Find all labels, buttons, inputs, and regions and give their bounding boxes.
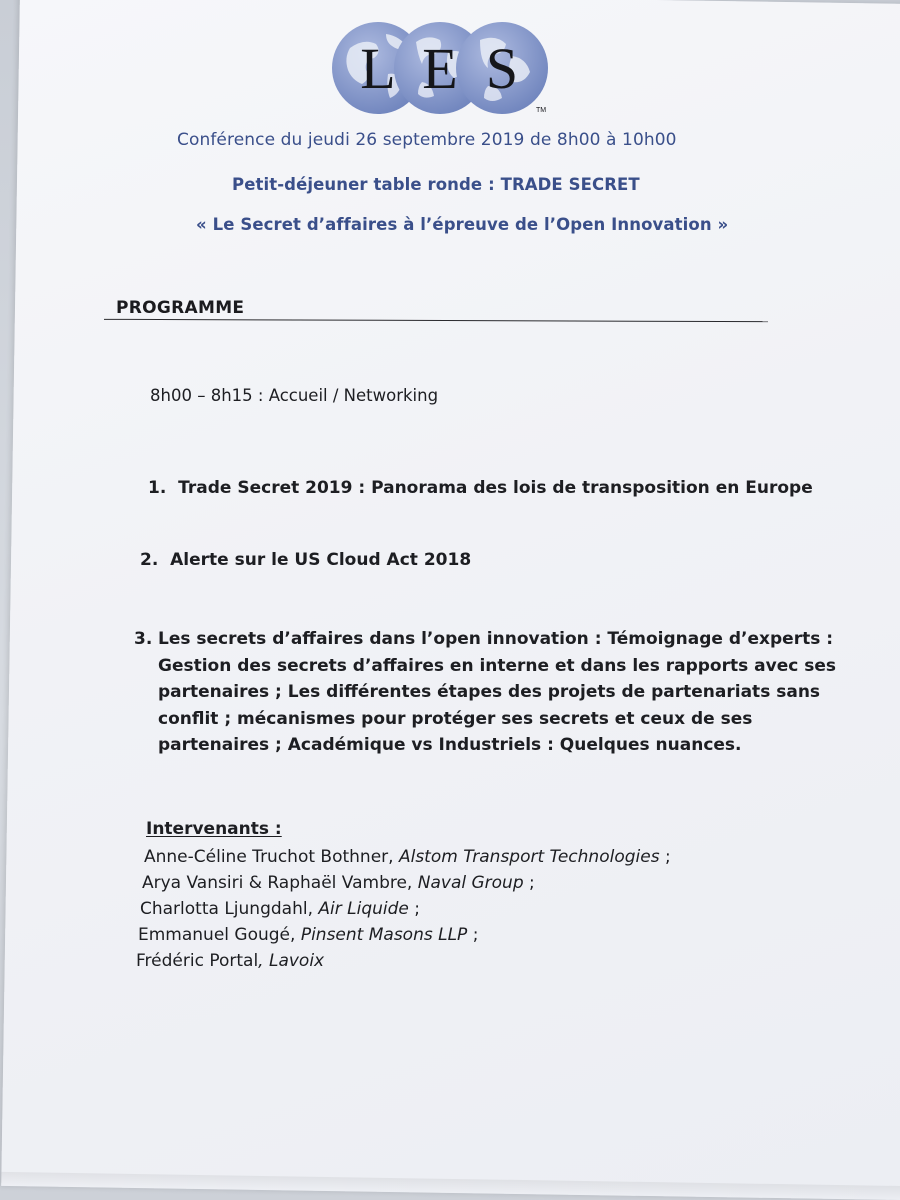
speaker-organization: Naval Group [417,873,524,893]
speaker-separator: ; [523,873,535,893]
speakers-section [136,816,671,974]
programme-title: PROGRAMME [116,298,245,318]
item-number: 3. [134,629,153,649]
logo-trademark: TM [536,107,547,114]
item-text: Alerte sur le US Cloud Act 2018 [170,550,472,570]
speaker-entry [138,922,671,948]
item-text: Trade Secret 2019 : Panorama des lois de transposition en Europe [178,478,813,498]
speaker-separator: ; [408,899,421,919]
speaker-name: Emmanuel Gougé, [138,925,301,945]
speaker-entry [144,844,671,870]
welcome-slot: 8h00 – 8h15 : Accueil / Networking [150,386,439,405]
speaker-name: Charlotta Ljungdahl, [140,899,319,919]
item-text-line: partenaires ; Académique vs Industriels : Quelques nuances. [158,735,742,755]
item-text-line: Les secrets d’affaires dans l’open innovation : Témoignage d’experts : [158,629,834,649]
item-text-line: conflit ; mécanismes pour protéger ses secrets et ceux de ses [158,708,753,729]
item-text-line: partenaires ; Les différentes étapes des projets de partenariats sans [158,682,821,702]
speaker-name: Frédéric Portal [136,951,259,971]
item-number: 2. [140,550,159,570]
event-theme-quote: « Le Secret d’affaires à l’épreuve de l’Open Innovation » [196,215,729,234]
speaker-name: Arya Vansiri & Raphaël Vambre, [142,873,418,893]
item-number: 1. [148,478,167,498]
les-logo [330,12,550,124]
speaker-entry [136,948,671,974]
logo-letter-l: L [360,36,396,101]
programme-item-3 [134,626,836,759]
speaker-organization: Alstom Transport Technologies [398,847,660,867]
speaker-entry [142,870,671,896]
speaker-organization: Pinsent Masons LLP [300,925,468,945]
speakers-title: Intervenants : [146,819,282,839]
logo-letter-e: E [422,36,458,101]
event-subtitle: Petit-déjeuner table ronde : TRADE SECRET [232,175,640,194]
conference-date: Conférence du jeudi 26 septembre 2019 de 8h00 à 10h00 [177,130,677,150]
speaker-organization: Air Liquide [318,899,409,919]
speaker-organization: , Lavoix [258,951,325,971]
programme-heading [104,298,768,321]
speaker-name: Anne-Céline Truchot Bothner, [144,847,399,867]
logo-letter-s: S [485,36,519,101]
item-text-line: Gestion des secrets d’affaires en interne et dans les rapports avec ses [158,655,836,676]
programme-item-2 [140,550,471,570]
programme-item-1 [148,478,813,498]
speaker-separator: ; [659,847,671,867]
speaker-entry [140,896,671,922]
speaker-separator: ; [467,925,479,945]
